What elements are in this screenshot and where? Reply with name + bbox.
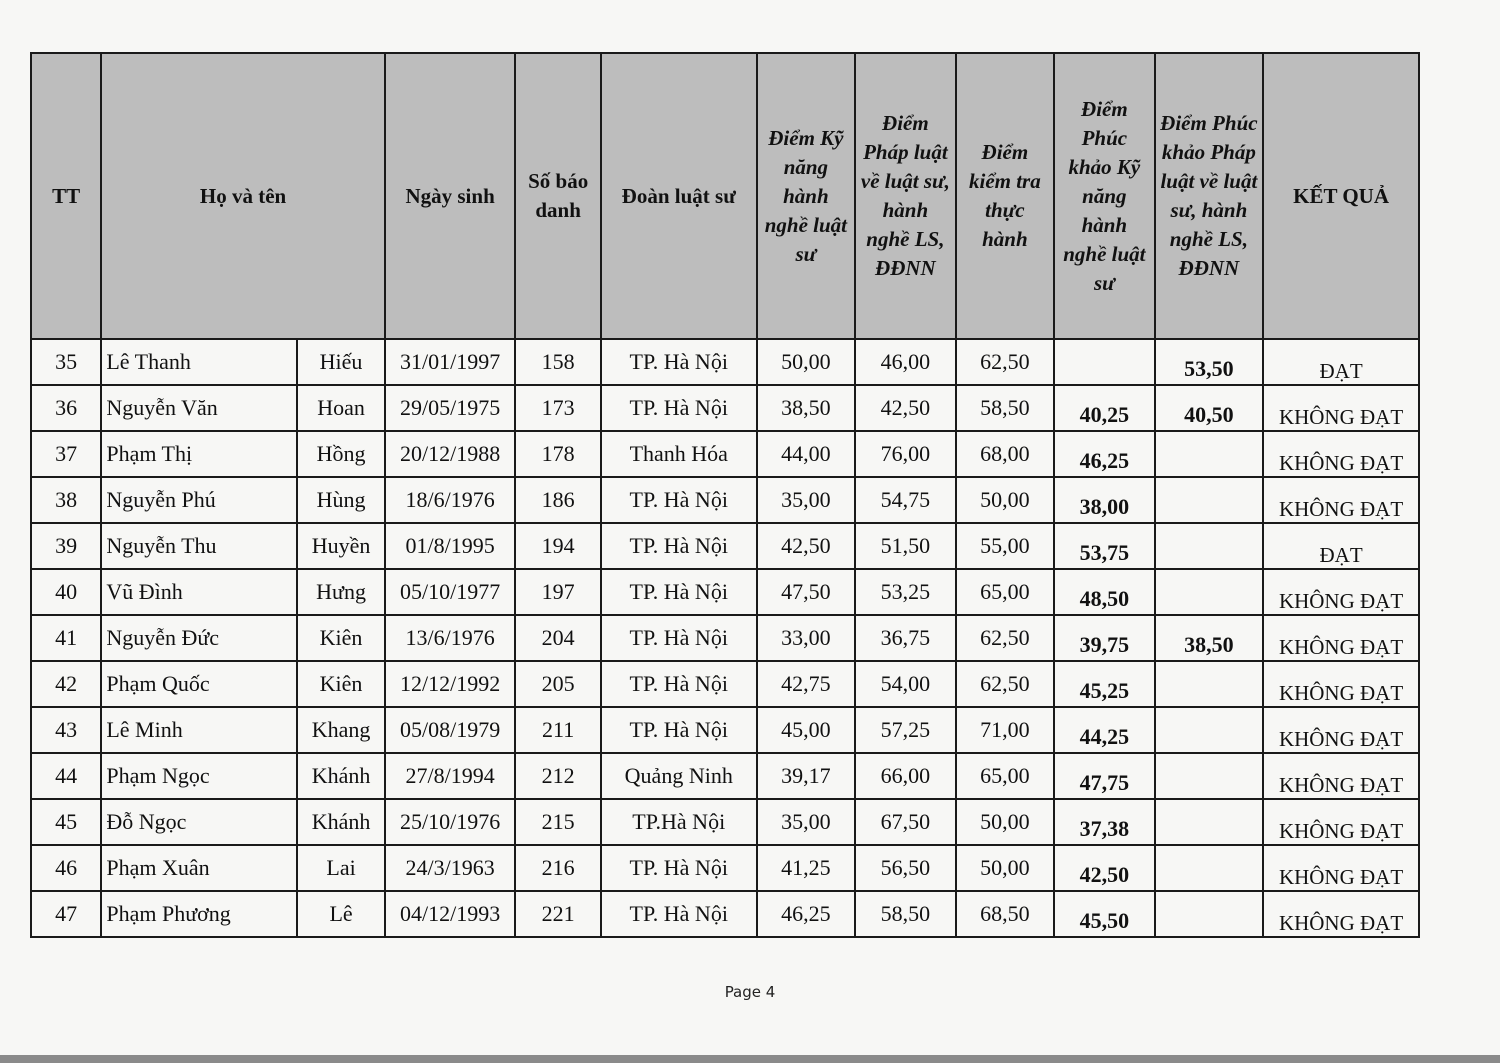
- header-sbd: Số báo danh: [515, 53, 600, 339]
- cell-tt: 41: [31, 615, 101, 661]
- cell-skill: 35,00: [757, 799, 855, 845]
- cell-result: KHÔNG ĐẠT: [1263, 385, 1419, 431]
- cell-family-name: Phạm Phương: [101, 891, 297, 937]
- cell-given-name: Khánh: [297, 753, 384, 799]
- scan-edge: [0, 1055, 1500, 1063]
- cell-sbd: 173: [515, 385, 600, 431]
- cell-review-skill: 46,25: [1054, 431, 1155, 477]
- header-tt: TT: [31, 53, 101, 339]
- cell-dob: 31/01/1997: [385, 339, 516, 385]
- cell-sbd: 178: [515, 431, 600, 477]
- cell-family-name: Nguyễn Thu: [101, 523, 297, 569]
- cell-given-name: Hiếu: [297, 339, 384, 385]
- cell-practice: 58,50: [956, 385, 1054, 431]
- cell-skill: 47,50: [757, 569, 855, 615]
- cell-review-skill: 37,38: [1054, 799, 1155, 845]
- table-row: [31, 707, 1419, 753]
- cell-practice: 62,50: [956, 661, 1054, 707]
- table-row: [31, 385, 1419, 431]
- table-row: [31, 753, 1419, 799]
- cell-sbd: 221: [515, 891, 600, 937]
- cell-tt: 36: [31, 385, 101, 431]
- cell-tt: 43: [31, 707, 101, 753]
- cell-tt: 40: [31, 569, 101, 615]
- cell-family-name: Vũ Đình: [101, 569, 297, 615]
- header-row: [31, 53, 1419, 339]
- cell-practice: 68,00: [956, 431, 1054, 477]
- cell-practice: 50,00: [956, 799, 1054, 845]
- header-review-law: Điểm Phúc khảo Pháp luật về luật sư, hành nghề LS, ĐĐNN: [1155, 53, 1264, 339]
- cell-tt: 44: [31, 753, 101, 799]
- cell-review-skill: 42,50: [1054, 845, 1155, 891]
- cell-tt: 37: [31, 431, 101, 477]
- cell-bar: TP. Hà Nội: [601, 385, 757, 431]
- cell-skill: 44,00: [757, 431, 855, 477]
- cell-practice: 50,00: [956, 477, 1054, 523]
- cell-tt: 42: [31, 661, 101, 707]
- cell-law: 54,00: [855, 661, 956, 707]
- cell-bar: TP. Hà Nội: [601, 891, 757, 937]
- cell-sbd: 204: [515, 615, 600, 661]
- cell-family-name: Đỗ Ngọc: [101, 799, 297, 845]
- cell-law: 67,50: [855, 799, 956, 845]
- cell-review-law: 40,50: [1155, 385, 1264, 431]
- header-law: Điểm Pháp luật về luật sư, hành nghề LS, ĐĐNN: [855, 53, 956, 339]
- header-skill: Điểm Kỹ năng hành nghề luật sư: [757, 53, 855, 339]
- page-number: Page 4: [724, 983, 776, 1001]
- cell-family-name: Nguyễn Văn: [101, 385, 297, 431]
- cell-review-law: [1155, 523, 1264, 569]
- cell-skill: 45,00: [757, 707, 855, 753]
- cell-law: 51,50: [855, 523, 956, 569]
- cell-review-skill: 40,25: [1054, 385, 1155, 431]
- header-name: Họ và tên: [101, 53, 384, 339]
- cell-sbd: 205: [515, 661, 600, 707]
- cell-given-name: Kiên: [297, 661, 384, 707]
- cell-review-law: [1155, 569, 1264, 615]
- cell-tt: 46: [31, 845, 101, 891]
- cell-review-law: [1155, 845, 1264, 891]
- cell-bar: TP. Hà Nội: [601, 477, 757, 523]
- cell-tt: 35: [31, 339, 101, 385]
- cell-dob: 13/6/1976: [385, 615, 516, 661]
- header-review-skill: Điểm Phúc khảo Kỹ năng hành nghề luật sư: [1054, 53, 1155, 339]
- cell-given-name: Hùng: [297, 477, 384, 523]
- cell-review-law: 53,50: [1155, 339, 1264, 385]
- cell-dob: 12/12/1992: [385, 661, 516, 707]
- cell-review-skill: 53,75: [1054, 523, 1155, 569]
- cell-review-law: [1155, 707, 1264, 753]
- cell-bar: TP. Hà Nội: [601, 707, 757, 753]
- cell-given-name: Khang: [297, 707, 384, 753]
- cell-skill: 42,75: [757, 661, 855, 707]
- cell-result: KHÔNG ĐẠT: [1263, 569, 1419, 615]
- cell-family-name: Lê Thanh: [101, 339, 297, 385]
- table-row: [31, 661, 1419, 707]
- cell-dob: 20/12/1988: [385, 431, 516, 477]
- table-row: [31, 339, 1419, 385]
- cell-practice: 62,50: [956, 339, 1054, 385]
- cell-result: KHÔNG ĐẠT: [1263, 799, 1419, 845]
- cell-bar: TP. Hà Nội: [601, 661, 757, 707]
- cell-skill: 38,50: [757, 385, 855, 431]
- cell-law: 53,25: [855, 569, 956, 615]
- cell-family-name: Phạm Quốc: [101, 661, 297, 707]
- cell-given-name: Hưng: [297, 569, 384, 615]
- cell-practice: 50,00: [956, 845, 1054, 891]
- cell-given-name: Hồng: [297, 431, 384, 477]
- cell-review-law: [1155, 477, 1264, 523]
- cell-law: 42,50: [855, 385, 956, 431]
- cell-skill: 39,17: [757, 753, 855, 799]
- table-header: [31, 53, 1419, 339]
- cell-sbd: 197: [515, 569, 600, 615]
- cell-dob: 25/10/1976: [385, 799, 516, 845]
- cell-result: KHÔNG ĐẠT: [1263, 891, 1419, 937]
- cell-result: KHÔNG ĐẠT: [1263, 431, 1419, 477]
- cell-family-name: Phạm Xuân: [101, 845, 297, 891]
- cell-review-skill: 45,25: [1054, 661, 1155, 707]
- cell-practice: 65,00: [956, 753, 1054, 799]
- cell-law: 54,75: [855, 477, 956, 523]
- cell-review-law: [1155, 661, 1264, 707]
- cell-sbd: 216: [515, 845, 600, 891]
- cell-dob: 29/05/1975: [385, 385, 516, 431]
- cell-sbd: 194: [515, 523, 600, 569]
- cell-dob: 05/08/1979: [385, 707, 516, 753]
- cell-bar: Quảng Ninh: [601, 753, 757, 799]
- cell-dob: 01/8/1995: [385, 523, 516, 569]
- results-table: [30, 52, 1420, 938]
- cell-review-skill: 39,75: [1054, 615, 1155, 661]
- cell-law: 66,00: [855, 753, 956, 799]
- cell-result: KHÔNG ĐẠT: [1263, 845, 1419, 891]
- cell-family-name: Phạm Thị: [101, 431, 297, 477]
- cell-tt: 39: [31, 523, 101, 569]
- cell-practice: 68,50: [956, 891, 1054, 937]
- cell-sbd: 186: [515, 477, 600, 523]
- table-row: [31, 891, 1419, 937]
- cell-given-name: Huyền: [297, 523, 384, 569]
- cell-law: 46,00: [855, 339, 956, 385]
- cell-tt: 38: [31, 477, 101, 523]
- table-row: [31, 845, 1419, 891]
- cell-dob: 05/10/1977: [385, 569, 516, 615]
- cell-dob: 18/6/1976: [385, 477, 516, 523]
- cell-dob: 24/3/1963: [385, 845, 516, 891]
- cell-review-law: [1155, 799, 1264, 845]
- table-row: [31, 799, 1419, 845]
- cell-review-law: [1155, 431, 1264, 477]
- cell-bar: TP. Hà Nội: [601, 569, 757, 615]
- table-row: [31, 477, 1419, 523]
- cell-result: KHÔNG ĐẠT: [1263, 477, 1419, 523]
- cell-skill: 41,25: [757, 845, 855, 891]
- cell-dob: 27/8/1994: [385, 753, 516, 799]
- cell-sbd: 215: [515, 799, 600, 845]
- cell-result: KHÔNG ĐẠT: [1263, 707, 1419, 753]
- cell-family-name: Nguyễn Phú: [101, 477, 297, 523]
- cell-skill: 42,50: [757, 523, 855, 569]
- cell-bar: TP.Hà Nội: [601, 799, 757, 845]
- cell-given-name: Lê: [297, 891, 384, 937]
- table-row: [31, 431, 1419, 477]
- cell-practice: 55,00: [956, 523, 1054, 569]
- cell-bar: TP. Hà Nội: [601, 339, 757, 385]
- cell-given-name: Kiên: [297, 615, 384, 661]
- cell-review-law: 38,50: [1155, 615, 1264, 661]
- header-bar: Đoàn luật sư: [601, 53, 757, 339]
- table-body: [31, 339, 1419, 937]
- cell-bar: TP. Hà Nội: [601, 845, 757, 891]
- cell-law: 36,75: [855, 615, 956, 661]
- cell-skill: 50,00: [757, 339, 855, 385]
- table-row: [31, 615, 1419, 661]
- cell-law: 56,50: [855, 845, 956, 891]
- cell-dob: 04/12/1993: [385, 891, 516, 937]
- cell-review-skill: 44,25: [1054, 707, 1155, 753]
- cell-review-skill: 47,75: [1054, 753, 1155, 799]
- cell-review-skill: 45,50: [1054, 891, 1155, 937]
- cell-review-skill: 38,00: [1054, 477, 1155, 523]
- cell-law: 57,25: [855, 707, 956, 753]
- cell-given-name: Hoan: [297, 385, 384, 431]
- cell-family-name: Phạm Ngọc: [101, 753, 297, 799]
- cell-result: ĐẠT: [1263, 523, 1419, 569]
- cell-sbd: 212: [515, 753, 600, 799]
- cell-review-law: [1155, 891, 1264, 937]
- cell-practice: 71,00: [956, 707, 1054, 753]
- cell-result: KHÔNG ĐẠT: [1263, 615, 1419, 661]
- cell-sbd: 158: [515, 339, 600, 385]
- cell-given-name: Khánh: [297, 799, 384, 845]
- cell-law: 58,50: [855, 891, 956, 937]
- cell-family-name: Lê Minh: [101, 707, 297, 753]
- table-row: [31, 569, 1419, 615]
- cell-review-skill: 48,50: [1054, 569, 1155, 615]
- cell-bar: TP. Hà Nội: [601, 523, 757, 569]
- cell-skill: 33,00: [757, 615, 855, 661]
- cell-law: 76,00: [855, 431, 956, 477]
- cell-skill: 46,25: [757, 891, 855, 937]
- cell-review-law: [1155, 753, 1264, 799]
- cell-bar: Thanh Hóa: [601, 431, 757, 477]
- cell-given-name: Lai: [297, 845, 384, 891]
- cell-practice: 65,00: [956, 569, 1054, 615]
- cell-family-name: Nguyễn Đức: [101, 615, 297, 661]
- cell-result: ĐẠT: [1263, 339, 1419, 385]
- cell-practice: 62,50: [956, 615, 1054, 661]
- cell-bar: TP. Hà Nội: [601, 615, 757, 661]
- cell-result: KHÔNG ĐẠT: [1263, 753, 1419, 799]
- cell-tt: 45: [31, 799, 101, 845]
- header-practice: Điểm kiểm tra thực hành: [956, 53, 1054, 339]
- cell-skill: 35,00: [757, 477, 855, 523]
- table-row: [31, 523, 1419, 569]
- cell-result: KHÔNG ĐẠT: [1263, 661, 1419, 707]
- header-dob: Ngày sinh: [385, 53, 516, 339]
- cell-review-skill: [1054, 339, 1155, 385]
- header-result: KẾT QUẢ: [1263, 53, 1419, 339]
- cell-sbd: 211: [515, 707, 600, 753]
- cell-tt: 47: [31, 891, 101, 937]
